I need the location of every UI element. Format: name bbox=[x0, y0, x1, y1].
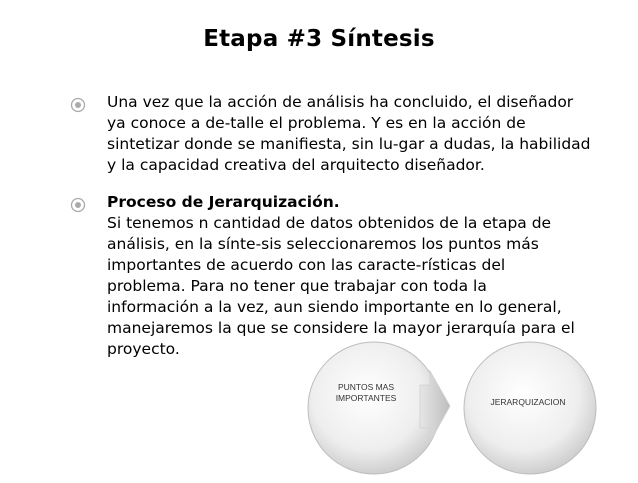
circle-hierarchy-label: JERARQUIZACION bbox=[490, 397, 566, 407]
circle-important-points-label bbox=[326, 382, 406, 404]
paragraph-line: análisis, en la sínte-sis seleccionaremos los puntos más bbox=[107, 235, 539, 253]
paragraph-line: y la capacidad creativa del arquitecto diseñador. bbox=[107, 156, 485, 174]
slide-title: Etapa #3 Síntesis bbox=[203, 26, 435, 52]
section-heading: Proceso de Jerarquización. bbox=[107, 193, 340, 211]
circle-hierarchy bbox=[464, 342, 596, 474]
process-diagram bbox=[300, 332, 600, 479]
circled-dot-icon bbox=[70, 97, 86, 113]
paragraph-analysis bbox=[107, 92, 591, 176]
paragraph-line: problema. Para no tener que trabajar con toda la bbox=[107, 277, 487, 295]
paragraph-line: Una vez que la acción de análisis ha concluido, el diseñador bbox=[107, 93, 574, 111]
diagram-line: PUNTOS MAS bbox=[337, 382, 395, 392]
diagram-line: IMPORTANTES bbox=[335, 393, 397, 403]
paragraph-line: manejaremos la que se considere la mayor jerarquía para el bbox=[107, 319, 575, 337]
paragraph-line: proyecto. bbox=[107, 340, 180, 358]
paragraph-line: ya conoce a de-talle el problema. Y es en la acción de bbox=[107, 114, 526, 132]
circled-dot-icon bbox=[70, 197, 86, 213]
paragraph-line: sintetizar donde se manifiesta, sin lu-gar a dudas, la habilidad bbox=[107, 135, 591, 153]
paragraph-line: importantes de acuerdo con las caracte-rísticas del bbox=[107, 256, 506, 274]
paragraph-line: Si tenemos n cantidad de datos obtenidos de la etapa de bbox=[107, 214, 552, 232]
paragraph-line: información a la vez, aun siendo importante en lo general, bbox=[107, 298, 562, 316]
